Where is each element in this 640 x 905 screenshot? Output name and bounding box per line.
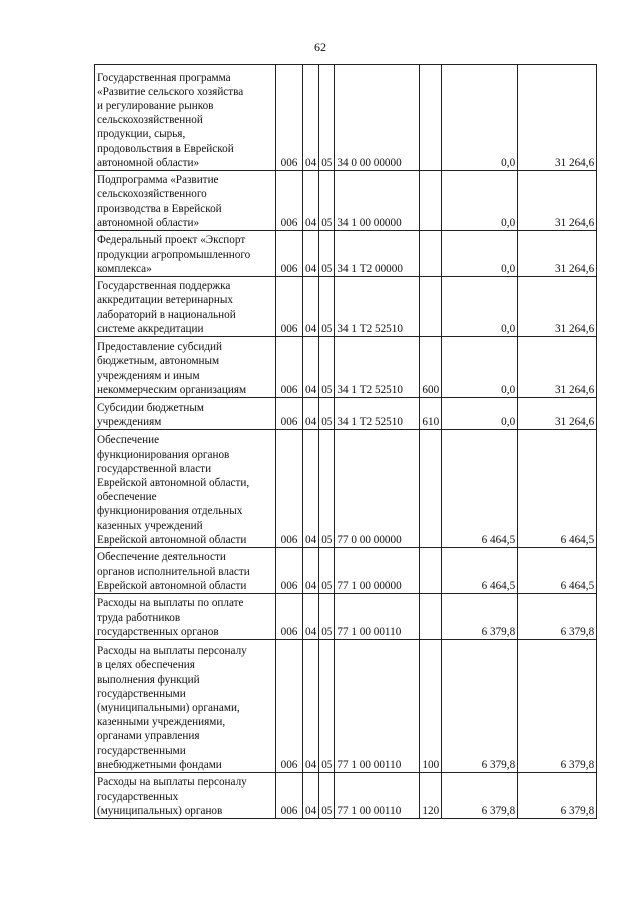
row-name: Государственная поддержка аккредитации ветеринарных лабораторий в национальной системе аккредитации bbox=[95, 277, 276, 337]
grbs-cell: 006 bbox=[276, 171, 303, 231]
csr-cell: 34 1 Т2 52510 bbox=[335, 337, 420, 398]
table-row bbox=[95, 65, 597, 171]
table-row bbox=[95, 430, 597, 548]
amount-1-cell: 0,0 bbox=[442, 337, 518, 398]
rz-cell: 04 bbox=[303, 231, 319, 277]
table-row bbox=[95, 171, 597, 231]
amount-1-cell: 6 379,8 bbox=[442, 773, 518, 819]
amount-1-cell: 0,0 bbox=[442, 65, 518, 171]
row-name: Обеспечение деятельности органов исполнительной власти Еврейской автономной области bbox=[95, 548, 276, 594]
grbs-cell: 006 bbox=[276, 231, 303, 277]
amount-1-cell: 0,0 bbox=[442, 171, 518, 231]
rz-cell: 04 bbox=[303, 171, 319, 231]
amount-2-cell: 6 379,8 bbox=[518, 594, 597, 640]
amount-2-cell: 31 264,6 bbox=[518, 337, 597, 398]
vr-cell: 610 bbox=[420, 398, 442, 430]
table-row bbox=[95, 640, 597, 773]
pr-cell: 05 bbox=[319, 171, 335, 231]
csr-cell: 34 1 Т2 52510 bbox=[335, 398, 420, 430]
vr-cell bbox=[420, 171, 442, 231]
vr-cell: 120 bbox=[420, 773, 442, 819]
csr-cell: 34 1 00 00000 bbox=[335, 171, 420, 231]
csr-cell: 34 0 00 00000 bbox=[335, 65, 420, 171]
row-name: Расходы на выплаты персоналу государственных (муниципальных) органов bbox=[95, 773, 276, 819]
pr-cell: 05 bbox=[319, 594, 335, 640]
grbs-cell: 006 bbox=[276, 337, 303, 398]
pr-cell: 05 bbox=[319, 398, 335, 430]
row-name: Подпрограмма «Развитие сельскохозяйственного производства в Еврейской автономной области» bbox=[95, 171, 276, 231]
csr-cell: 34 1 Т2 00000 bbox=[335, 231, 420, 277]
csr-cell: 77 0 00 00000 bbox=[335, 430, 420, 548]
amount-1-cell: 0,0 bbox=[442, 398, 518, 430]
rz-cell: 04 bbox=[303, 398, 319, 430]
table-row bbox=[95, 277, 597, 337]
amount-1-cell: 6 379,8 bbox=[442, 594, 518, 640]
row-name: Обеспечение функционирования органов государственной власти Еврейской автономной области, обеспечение функционирования отдельных казенных учреждений Еврейской автономной области bbox=[95, 430, 276, 548]
grbs-cell: 006 bbox=[276, 398, 303, 430]
amount-2-cell: 6 464,5 bbox=[518, 430, 597, 548]
amount-1-cell: 6 464,5 bbox=[442, 430, 518, 548]
pr-cell: 05 bbox=[319, 773, 335, 819]
csr-cell: 77 1 00 00000 bbox=[335, 548, 420, 594]
amount-1-cell: 0,0 bbox=[442, 277, 518, 337]
amount-2-cell: 6 379,8 bbox=[518, 640, 597, 773]
amount-2-cell: 31 264,6 bbox=[518, 277, 597, 337]
row-name: Государственная программа «Развитие сельского хозяйства и регулирование рынков сельскохозяйственной продукции, сырья, продовольствия в Еврейской автономной области» bbox=[95, 65, 276, 171]
grbs-cell: 006 bbox=[276, 640, 303, 773]
grbs-cell: 006 bbox=[276, 773, 303, 819]
grbs-cell: 006 bbox=[276, 548, 303, 594]
grbs-cell: 006 bbox=[276, 277, 303, 337]
amount-2-cell: 6 464,5 bbox=[518, 548, 597, 594]
table-row bbox=[95, 548, 597, 594]
csr-cell: 77 1 00 00110 bbox=[335, 640, 420, 773]
amount-2-cell: 6 379,8 bbox=[518, 773, 597, 819]
vr-cell bbox=[420, 65, 442, 171]
vr-cell bbox=[420, 277, 442, 337]
rz-cell: 04 bbox=[303, 337, 319, 398]
pr-cell: 05 bbox=[319, 277, 335, 337]
vr-cell bbox=[420, 548, 442, 594]
row-name: Федеральный проект «Экспорт продукции агропромышленного комплекса» bbox=[95, 231, 276, 277]
vr-cell: 100 bbox=[420, 640, 442, 773]
pr-cell: 05 bbox=[319, 337, 335, 398]
csr-cell: 77 1 00 00110 bbox=[335, 594, 420, 640]
amount-2-cell: 31 264,6 bbox=[518, 171, 597, 231]
amount-2-cell: 31 264,6 bbox=[518, 231, 597, 277]
grbs-cell: 006 bbox=[276, 65, 303, 171]
csr-cell: 77 1 00 00110 bbox=[335, 773, 420, 819]
vr-cell bbox=[420, 231, 442, 277]
vr-cell: 600 bbox=[420, 337, 442, 398]
amount-1-cell: 6 464,5 bbox=[442, 548, 518, 594]
table-row bbox=[95, 231, 597, 277]
row-name: Расходы на выплаты персоналу в целях обеспечения выполнения функций государственными (муниципальными) органами, казенными учреждениями, органами управления государственными внебюджетными фондами bbox=[95, 640, 276, 773]
rz-cell: 04 bbox=[303, 277, 319, 337]
table-row bbox=[95, 337, 597, 398]
pr-cell: 05 bbox=[319, 640, 335, 773]
rz-cell: 04 bbox=[303, 65, 319, 171]
row-name: Предоставление субсидий бюджетным, автономным учреждениям и иным некоммерческим организациям bbox=[95, 337, 276, 398]
rz-cell: 04 bbox=[303, 773, 319, 819]
rz-cell: 04 bbox=[303, 640, 319, 773]
rz-cell: 04 bbox=[303, 548, 319, 594]
row-name: Субсидии бюджетным учреждениям bbox=[95, 398, 276, 430]
table-row bbox=[95, 594, 597, 640]
pr-cell: 05 bbox=[319, 65, 335, 171]
amount-2-cell: 31 264,6 bbox=[518, 398, 597, 430]
csr-cell: 34 1 Т2 52510 bbox=[335, 277, 420, 337]
vr-cell bbox=[420, 430, 442, 548]
amount-1-cell: 0,0 bbox=[442, 231, 518, 277]
grbs-cell: 006 bbox=[276, 430, 303, 548]
grbs-cell: 006 bbox=[276, 594, 303, 640]
rz-cell: 04 bbox=[303, 594, 319, 640]
pr-cell: 05 bbox=[319, 430, 335, 548]
pr-cell: 05 bbox=[319, 231, 335, 277]
amount-1-cell: 6 379,8 bbox=[442, 640, 518, 773]
row-name: Расходы на выплаты по оплате труда работников государственных органов bbox=[95, 594, 276, 640]
page-number: 62 bbox=[314, 40, 326, 54]
amount-2-cell: 31 264,6 bbox=[518, 65, 597, 171]
budget-table bbox=[94, 64, 597, 819]
vr-cell bbox=[420, 594, 442, 640]
pr-cell: 05 bbox=[319, 548, 335, 594]
table-row bbox=[95, 398, 597, 430]
rz-cell: 04 bbox=[303, 430, 319, 548]
table-row bbox=[95, 773, 597, 819]
